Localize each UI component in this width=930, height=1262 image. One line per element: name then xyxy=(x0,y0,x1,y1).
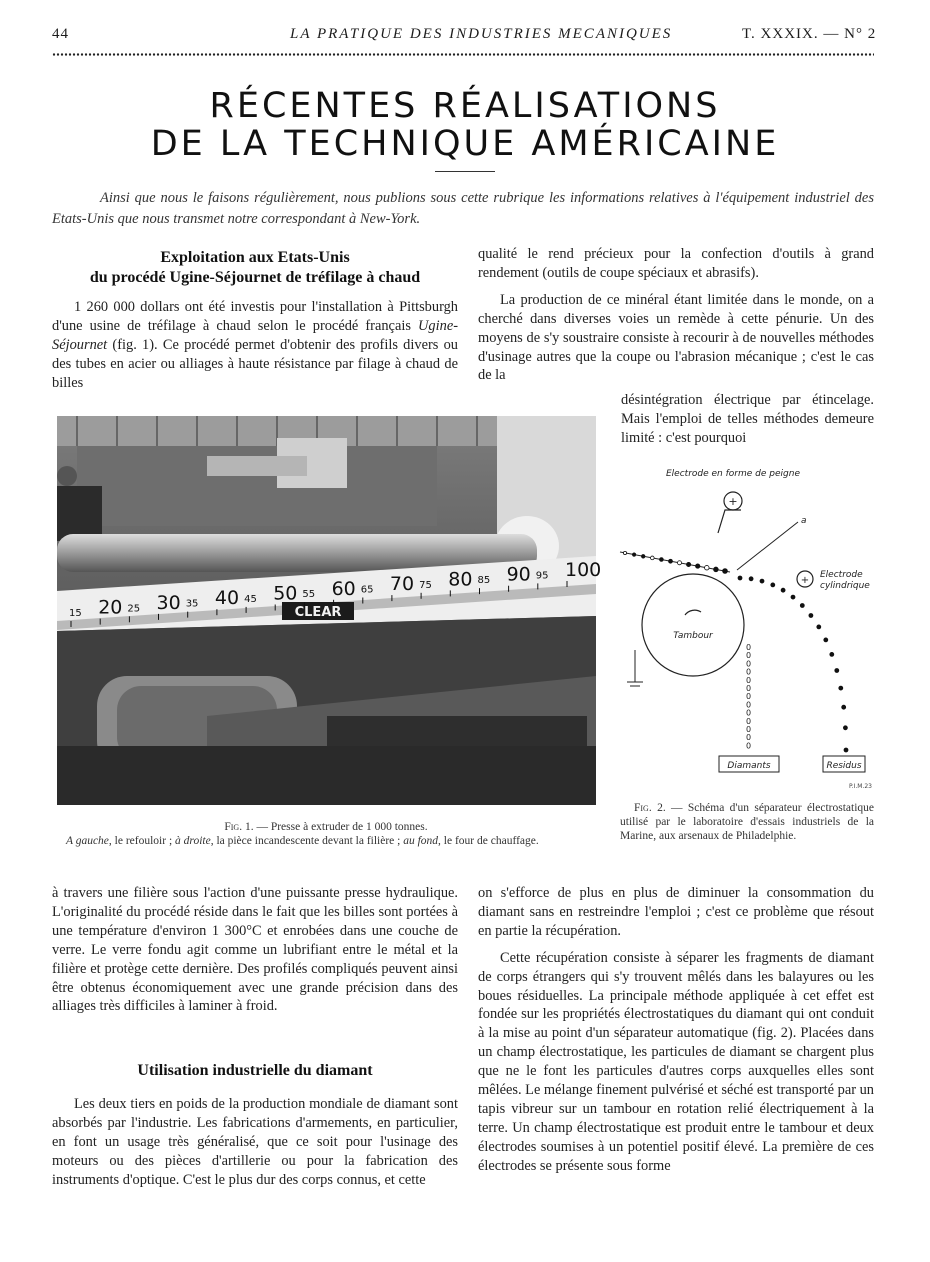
title-underline xyxy=(435,171,495,172)
residue-particle xyxy=(817,625,821,629)
residue-particle xyxy=(844,748,848,752)
para1-text-a: 1 260 000 dollars ont été investis pour l'installation à Pittsburgh d'une usine de tréfilage à chaud selon le procédé français xyxy=(52,299,458,334)
label-tambour: Tambour xyxy=(673,631,713,641)
figure1-caption-title: — Presse à extruder de 1 000 tonnes. xyxy=(253,821,428,833)
diamond-particle-mark: 0 xyxy=(746,684,752,693)
residue-particle xyxy=(686,562,690,566)
section1-paragraph1 xyxy=(52,298,458,393)
svg-text:+: + xyxy=(800,575,810,586)
residue-particle xyxy=(660,558,664,562)
section1-heading xyxy=(52,248,458,288)
figure2-caption-text: — Schéma d'un séparateur électrostatique utilisé par le laboratoire d'essais industriels de la Marine, aux arsenaux de Philadelphie. xyxy=(620,802,874,842)
figure2-diagram xyxy=(615,460,875,795)
diamond-particle xyxy=(623,551,626,554)
scale-number: 15 xyxy=(69,608,82,619)
right-column-bottom xyxy=(478,884,874,1176)
right-para-d: Cette récupération consiste à séparer les fragments de diamant de corps étrangers qui s'y trouvent mêlés dans les balayures ou les boues résiduelles. La principale méthode appliquée à cet effet est fondée sur les propriétés électrostatiques du diamant qui ont conduit à la mise au point d'un séparateur automatique (fig. 2). Placées dans un champ électrostatique, les particules de diamant se chargent plus que ne le font les particules d'autres corps auxquelles elles sont mêlées. Le mélange finement pulvérisé et séché est transporté par un tapis vibreur sur un tambour en rotation relié électriquement à la terre. Un champ électrostatique est produit entre le tambour et deux électrodes soumises à un potentiel positif élevé. La première de ces électrodes se présente sous forme xyxy=(478,949,874,1174)
residue-particle xyxy=(791,595,795,599)
article-title-line1: RÉCENTES RÉALISATIONS xyxy=(209,86,721,126)
scale-number: 75 xyxy=(419,579,432,591)
figure2-ref-code: P.I.M.23 xyxy=(849,783,872,790)
label-a: a xyxy=(801,516,807,526)
clear-sign: CLEAR xyxy=(294,605,342,620)
scale-number: 45 xyxy=(244,593,257,605)
particle-trajectories xyxy=(623,551,848,752)
figure1-photo xyxy=(57,416,602,805)
scale-number: 40 xyxy=(214,587,240,610)
residue-particle xyxy=(781,588,785,592)
diamond-particle-mark: 0 xyxy=(746,725,752,734)
right-para-b1: La production de ce minéral étant limitée dans le monde, on a cherché dans diverses voies un remède à cette pénurie. Un des moyens de s'y soustraire consiste à recourir à de nouvelles méthodes d'usinage autres que la coupe ou l'abrasion mécanique ; c'est le cas de la xyxy=(478,291,874,384)
para1-text-b: (fig. 1). Ce procédé permet d'obtenir des profils divers ou des tubes en acier ou alliages à haute résistance par filage à chaud de billes xyxy=(52,336,458,391)
residue-particle xyxy=(738,576,742,580)
section1-heading-line1: Exploitation aux Etats-Unis xyxy=(160,249,350,266)
diamond-particle xyxy=(650,556,654,560)
residue-particle xyxy=(714,567,719,572)
diamond-particle-mark: 0 xyxy=(746,716,752,726)
residue-particle xyxy=(696,564,700,568)
drum-circle xyxy=(642,574,744,676)
caption-fond-em: au fond xyxy=(403,835,439,847)
residue-particle xyxy=(800,604,804,608)
diamond-particle-mark: 0 xyxy=(746,643,752,652)
diamond-particle-mark: 0 xyxy=(746,708,752,718)
caption-left-em: A gauche xyxy=(66,835,109,847)
scale-number: 100 xyxy=(565,559,602,581)
residue-particle xyxy=(632,553,635,556)
scale-number: 70 xyxy=(389,573,415,596)
scale-number: 35 xyxy=(185,598,199,610)
residue-particle xyxy=(723,569,728,574)
diamond-particle-mark: 0 xyxy=(746,675,752,685)
label-diamants: Diamants xyxy=(727,761,771,771)
scale-number: 80 xyxy=(448,568,473,591)
residue-particle xyxy=(842,705,846,709)
article-title-line2: DE LA TECHNIQUE AMÉRICAINE xyxy=(150,124,780,164)
label-electrode-peigne: Electrode en forme de peigne xyxy=(666,469,800,479)
section2-para1-text: Les deux tiers en poids de la production mondiale de diamant sont absorbés par l'industrie. Les fabrications d'armements, en particulier, en font un usage très généralisé, que ce soit pour l'usinage des moteurs ou des pièces d'artillerie ou pour la fabrication des instruments d'optique. C'est le plus dur des corps connus, et cette xyxy=(52,1096,458,1188)
diamond-particle xyxy=(705,565,710,570)
figure1-caption-label: Fig. 1. xyxy=(224,821,254,833)
residue-particle xyxy=(809,614,813,618)
residue-particle xyxy=(843,726,847,730)
scale-number: 25 xyxy=(127,603,141,615)
electrostatic-separator-schematic xyxy=(615,460,875,795)
right-para-c: on s'efforce de plus en plus de diminuer la consommation du diamant sans en restreindre l'emploi ; c'est ce problème que résout en partie la récupération. xyxy=(478,885,874,939)
residue-particle xyxy=(839,686,843,690)
rotation-arrow-icon xyxy=(685,610,701,615)
diamond-particle-mark: 0 xyxy=(746,667,752,677)
extrusion-press-illustration xyxy=(57,416,602,805)
diamond-particle xyxy=(677,561,681,565)
label-electrode-cyl-2: cylindrique xyxy=(820,581,870,591)
caption-fond: , le four de chauffage. xyxy=(438,835,539,847)
diamond-particle-mark: 0 xyxy=(746,733,752,743)
caption-right: , la pièce incandescente devant la filière ; xyxy=(210,835,404,847)
volume-number: T. XXXIX. — N° 2 xyxy=(742,26,877,42)
scale-number: 20 xyxy=(98,596,123,619)
scale-number: 65 xyxy=(360,584,374,596)
residue-particle xyxy=(749,577,753,581)
vibrating-feeder-line xyxy=(737,522,798,570)
residue-particle xyxy=(824,638,828,642)
diamond-particle-mark: 0 xyxy=(746,651,752,661)
dotted-rule xyxy=(52,52,874,57)
intro-paragraph: Ainsi que nous le faisons régulièrement, nous publions sous cette rubrique les informations relatives à l'équipement industriel des Etats-Unis que nous transmet notre correspondant à New-York. xyxy=(52,190,874,227)
right-para-b2: désintégration électrique par étincelage. Mais l'emploi de telles méthodes demeure limité : c'est pourquoi xyxy=(621,392,874,446)
figure2-caption xyxy=(620,801,874,843)
svg-text:+: + xyxy=(728,495,738,508)
scale-number: 85 xyxy=(477,575,491,587)
residue-particle xyxy=(669,559,673,563)
scale-number: 95 xyxy=(535,570,549,582)
comb-electrode-support xyxy=(718,510,741,533)
diamond-particle-mark: 0 xyxy=(746,700,752,710)
scale-number: 60 xyxy=(331,577,356,600)
figure2-caption-label: Fig. 2. xyxy=(634,802,666,814)
section2-paragraph1 xyxy=(52,1095,458,1190)
scale-number: 90 xyxy=(506,563,531,586)
diamond-particle-mark: 0 xyxy=(746,659,752,669)
scale-number: 50 xyxy=(273,582,298,605)
residue-particle xyxy=(760,579,764,583)
scale-number: 30 xyxy=(156,591,181,614)
section1-heading-line2: du procédé Ugine-Séjournet de tréfilage à chaud xyxy=(89,269,421,286)
label-electrode-cyl-1: Electrode xyxy=(820,570,863,580)
section1-paragraph2: à travers une filière sous l'action d'une puissante presse hydraulique. L'originalité du procédé réside dans le fait que les billes sont portées à une température d'environ 1 300°C et enrobées dans une couche de verre. Le verre fondu agit comme un lubrifiant entre le métal et la filière et protège cette dernière. Des profilés compliqués peuvent ainsi être obtenus économiquement avec une grande précision dans des alliages très difficiles à laminer à froid. xyxy=(52,885,458,1015)
residue-particle xyxy=(830,652,834,656)
figure1-caption xyxy=(52,820,600,848)
label-residus: Residus xyxy=(826,761,862,771)
scale-number: 55 xyxy=(302,589,316,601)
section2-heading: Utilisation industrielle du diamant xyxy=(137,1062,373,1079)
diamond-particle-mark: 0 xyxy=(746,741,752,751)
caption-left: , le refouloir ; xyxy=(108,835,176,847)
residue-particle xyxy=(771,583,775,587)
process-name: Ugine-Séjournet xyxy=(52,317,458,353)
right-para-a: qualité le rend précieux pour la confection d'outils à grand rendement (outils de coupe spéciaux et abrasifs). xyxy=(478,246,874,281)
page-number: 44 xyxy=(52,26,69,42)
diamond-particle-mark: 0 xyxy=(746,692,752,702)
residue-particle xyxy=(835,669,839,673)
right-column-top xyxy=(478,245,874,385)
residue-particle xyxy=(641,555,644,558)
journal-title: LA PRATIQUE DES INDUSTRIES MECANIQUES xyxy=(290,26,673,42)
caption-right-em: à droite xyxy=(175,835,211,847)
